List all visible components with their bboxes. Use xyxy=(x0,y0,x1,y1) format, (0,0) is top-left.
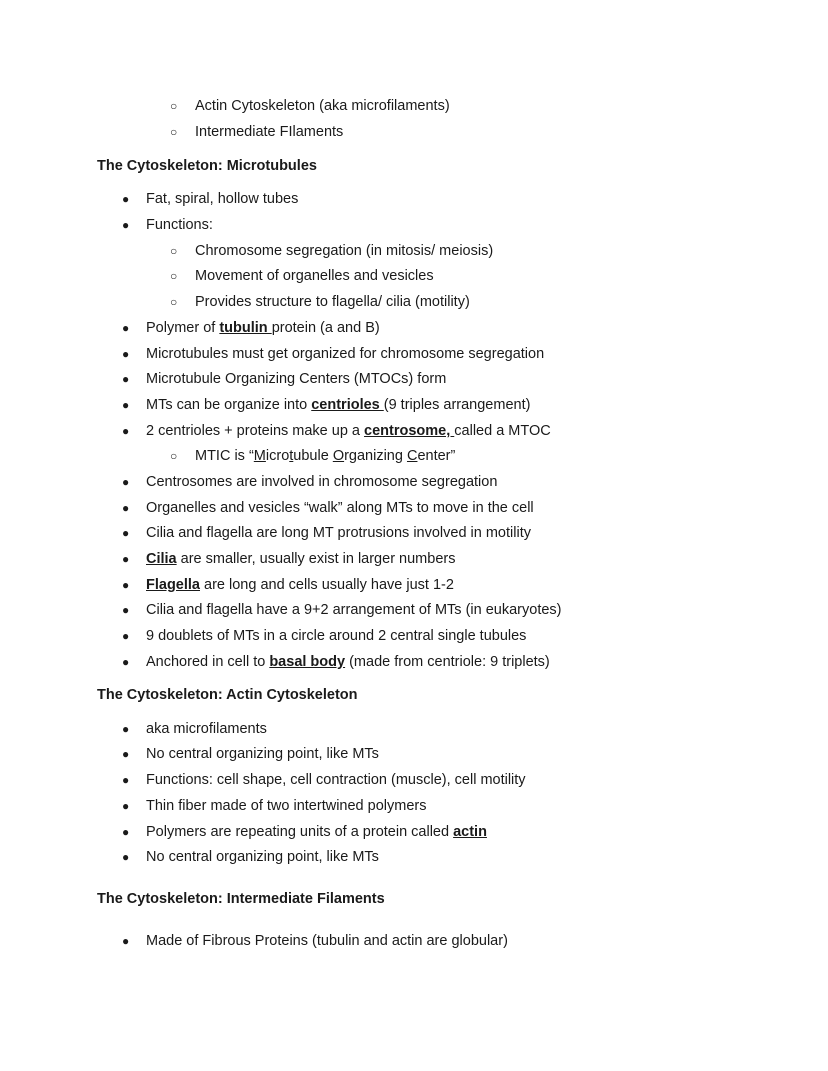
key-term: Flagella xyxy=(146,577,200,593)
list-item: aka microfilaments xyxy=(146,721,267,737)
key-term: basal body xyxy=(269,654,346,670)
bullet-icon: ● xyxy=(122,347,130,361)
bullet-icon: ● xyxy=(122,934,130,948)
bullet-icon: ● xyxy=(122,825,130,839)
bullet-icon: ● xyxy=(122,799,130,813)
section-heading-intermediate-filaments: The Cytoskeleton: Intermediate Filaments xyxy=(97,891,385,907)
bullet-icon: ● xyxy=(122,372,130,386)
sub-bullet-icon: ○ xyxy=(170,99,178,113)
text-run: ubule xyxy=(293,448,333,464)
text-run: MTIC is “ xyxy=(195,448,254,464)
bullet-icon: ● xyxy=(122,424,130,438)
text-run: 2 centrioles + proteins make up a xyxy=(146,423,365,439)
key-term: centrioles xyxy=(311,397,384,413)
acronym-letter: t xyxy=(289,448,294,464)
bullet-icon: ● xyxy=(122,501,130,515)
bullet-icon: ● xyxy=(122,850,130,864)
bullet-icon: ● xyxy=(122,773,130,787)
bullet-icon: ● xyxy=(122,747,130,761)
list-item: Provides structure to flagella/ cilia (motility) xyxy=(195,294,470,310)
list-item: Functions: cell shape, cell contraction (muscle), cell motility xyxy=(146,772,526,788)
text-run: rganizing xyxy=(344,448,407,464)
list-item: Actin Cytoskeleton (aka microfilaments) xyxy=(195,98,450,114)
list-item: Centrosomes are involved in chromosome segregation xyxy=(146,474,498,490)
bullet-icon: ● xyxy=(122,321,130,335)
bullet-icon: ● xyxy=(122,218,130,232)
list-item: Intermediate FIlaments xyxy=(195,124,344,140)
text-run: enter” xyxy=(417,448,456,464)
bullet-icon: ● xyxy=(122,526,130,540)
text-run: (made from centriole: 9 triplets) xyxy=(345,654,550,670)
text-run: icro xyxy=(265,448,290,464)
list-item xyxy=(146,653,550,671)
text-run: are long and cells usually have just 1-2 xyxy=(200,577,454,593)
text-run: protein (a and B) xyxy=(271,320,380,336)
list-item xyxy=(146,550,455,568)
acronym-letter: O xyxy=(332,448,345,464)
list-item: Organelles and vesicles “walk” along MTs to move in the cell xyxy=(146,500,534,516)
text-run: Polymers are repeating units of a protein called xyxy=(146,824,454,840)
bullet-icon: ● xyxy=(122,552,130,566)
acronym-letter: C xyxy=(406,448,418,464)
list-item xyxy=(146,422,551,440)
text-run: MTs can be organize into xyxy=(146,397,312,413)
text-run: called a MTOC xyxy=(454,423,551,439)
bullet-icon: ● xyxy=(122,629,130,643)
bullet-icon: ● xyxy=(122,655,130,669)
list-item xyxy=(146,319,380,337)
list-item: Made of Fibrous Proteins (tubulin and actin are globular) xyxy=(146,933,508,949)
key-term: centrosome, xyxy=(364,423,455,439)
list-item: Microtubules must get organized for chromosome segregation xyxy=(146,346,545,362)
bullet-icon: ● xyxy=(122,192,130,206)
bullet-icon: ● xyxy=(122,578,130,592)
list-item: Functions: xyxy=(146,217,213,233)
list-item: 9 doublets of MTs in a circle around 2 central single tubules xyxy=(146,628,527,644)
text-run: Polymer of xyxy=(146,320,220,336)
bullet-icon: ● xyxy=(122,398,130,412)
list-item: Fat, spiral, hollow tubes xyxy=(146,191,299,207)
list-item: Thin fiber made of two intertwined polymers xyxy=(146,798,427,814)
list-item: No central organizing point, like MTs xyxy=(146,746,379,762)
list-item xyxy=(146,823,487,841)
list-item xyxy=(195,447,455,465)
list-item: No central organizing point, like MTs xyxy=(146,849,379,865)
text-run: Anchored in cell to xyxy=(146,654,270,670)
section-heading-microtubules: The Cytoskeleton: Microtubules xyxy=(97,158,317,174)
acronym-letter: M xyxy=(253,448,266,464)
key-term: actin xyxy=(453,824,487,840)
list-item: Cilia and flagella have a 9+2 arrangement of MTs (in eukaryotes) xyxy=(146,602,562,618)
section-heading-actin: The Cytoskeleton: Actin Cytoskeleton xyxy=(97,687,358,703)
bullet-icon: ● xyxy=(122,475,130,489)
bullet-icon: ● xyxy=(122,603,130,617)
text-run: (9 triples arrangement) xyxy=(383,397,531,413)
bullet-icon: ● xyxy=(122,722,130,736)
key-term: tubulin xyxy=(219,320,272,336)
key-term: Cilia xyxy=(146,551,177,567)
sub-bullet-icon: ○ xyxy=(170,269,178,283)
sub-bullet-icon: ○ xyxy=(170,295,178,309)
sub-bullet-icon: ○ xyxy=(170,244,178,258)
list-item xyxy=(146,396,530,414)
list-item: Cilia and flagella are long MT protrusions involved in motility xyxy=(146,525,531,541)
sub-bullet-icon: ○ xyxy=(170,125,178,139)
text-run: are smaller, usually exist in larger numbers xyxy=(176,551,456,567)
list-item xyxy=(146,576,454,594)
list-item: Chromosome segregation (in mitosis/ meiosis) xyxy=(195,243,494,259)
list-item: Movement of organelles and vesicles xyxy=(195,268,434,284)
sub-bullet-icon: ○ xyxy=(170,449,178,463)
list-item: Microtubule Organizing Centers (MTOCs) form xyxy=(146,371,447,387)
